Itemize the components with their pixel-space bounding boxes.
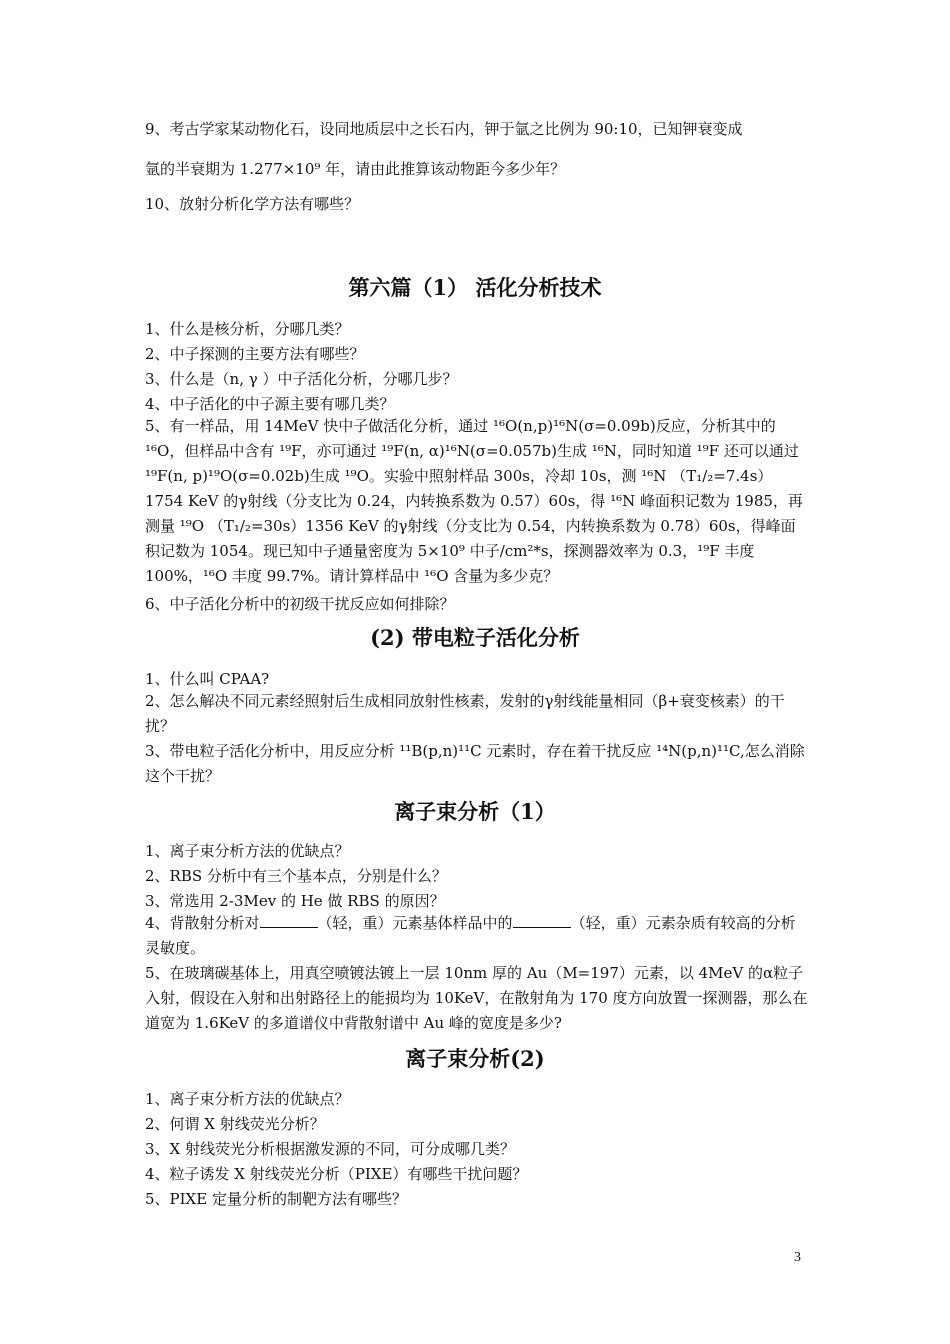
- activation-q3: 3、什么是（n, γ ）中子活化分析，分哪几步？: [145, 370, 458, 388]
- cpaa-q1: 1、什么叫 CPAA?: [145, 670, 270, 688]
- q10: 10、放射分析化学方法有哪些？: [145, 195, 360, 213]
- activation-q5: 5、有一样品，用 14MeV 快中子做活化分析，通过 ¹⁶O(n,p)¹⁶N(σ=0.09b)反应，分析其中的 ¹⁶O，但样品中含有 ¹⁹F，亦可通过 ¹⁹F(n, α)¹⁶N(σ=0.057b)生成 ¹⁶N，同时知道 ¹⁹F 还可以通过 ¹⁹F(n, p)¹⁹O(σ=0.02b)生成 ¹⁹O。实验中照射样品 300s，冷却 10s，测 ¹⁶N （T₁/₂=7.4s）1754 KeV 的γ射线（分支比为 0.24，内转换系数为 0.57）60s，得 ¹⁶N 峰面积记数为 1985，再测量 ¹⁹O （T₁/₂=30s）1356 KeV 的γ射线（分支比为 0.54，内转换系数为 0.78）60s，得峰面积记数为 1054。现已知中子通量密度为 5×10⁹ 中子/cm²*s，探测器效率为 0.3，¹⁹F 丰度 100%，¹⁶O 丰度 99.7%。请计算样品中 ¹⁶O 含量为多少克？: [145, 417, 803, 585]
- cpaa-q3: 3、带电粒子活化分析中，用反应分析 ¹¹B(p,n)¹¹C 元素时，存在着干扰反应 ¹⁴N(p,n)¹¹C,怎么消除这个干扰？: [145, 742, 805, 785]
- blank-1: [260, 913, 318, 928]
- ion1-q2: 2、RBS 分析中有三个基本点，分别是什么？: [145, 867, 447, 885]
- ion1-q4-part-a: 4、背散射分析对: [145, 914, 260, 932]
- activation-q6: 6、中子活化分析中的初级干扰反应如何排除？: [145, 595, 455, 613]
- ion2-q4: 4、粒子诱发 X 射线荧光分析（PIXE）有哪些干扰问题？: [145, 1165, 528, 1183]
- ion1-q4-part-c: （轻，重）元素杂质有较高的分析灵敏度。: [145, 914, 796, 957]
- ion2-q2: 2、何谓 X 射线荧光分析？: [145, 1115, 325, 1133]
- ion2-q5: 5、PIXE 定量分析的制靶方法有哪些？: [145, 1190, 407, 1208]
- blank-2: [513, 913, 571, 928]
- section-title-ion-2: 离子束分析(2): [405, 1046, 545, 1071]
- ion1-q5: 5、在玻璃碳基体上，用真空喷镀法镀上一层 10nm 厚的 Au（M=197）元素，以 4MeV 的α粒子入射，假设在入射和出射路径上的能损均为 10KeV，在散射角为 170 度方向放置一探测器，那么在道宽为 1.6KeV 的多道谱仪中背散射谱中 Au 峰的宽度是多少?: [145, 964, 808, 1032]
- activation-q2: 2、中子探测的主要方法有哪些？: [145, 345, 365, 363]
- section-title-cpaa: (2) 带电粒子活化分析: [370, 625, 580, 650]
- ion1-q4-part-b: （轻，重）元素基体样品中的: [317, 914, 513, 932]
- q9-line-1: 9、考古学家某动物化石，设同地质层中之长石内，钾于氩之比例为 90:10，已知钾衰变成: [145, 120, 743, 138]
- page-number: 3: [794, 1250, 801, 1265]
- section-title-ion-1: 离子束分析（1）: [394, 799, 556, 824]
- section-title-activation: 第六篇（1） 活化分析技术: [348, 275, 602, 300]
- ion2-q3: 3、X 射线荧光分析根据激发源的不同，可分成哪几类？: [145, 1140, 515, 1158]
- activation-q4: 4、中子活化的中子源主要有哪几类？: [145, 395, 395, 413]
- q9-line-2: 氩的半衰期为 1.277×10⁹ 年，请由此推算该动物距今多少年？: [145, 160, 566, 178]
- activation-q1: 1、什么是核分析，分哪几类？: [145, 320, 350, 338]
- ion1-q1: 1、离子束分析方法的优缺点？: [145, 842, 350, 860]
- ion1-q4: [145, 911, 810, 961]
- ion1-q3: 3、常选用 2-3Mev 的 He 做 RBS 的原因？: [145, 892, 445, 910]
- cpaa-q2: 2、怎么解决不同元素经照射后生成相同放射性核素，发射的γ射线能量相同（β+衰变核素）的干扰？: [145, 692, 785, 735]
- ion2-q1: 1、离子束分析方法的优缺点？: [145, 1090, 350, 1108]
